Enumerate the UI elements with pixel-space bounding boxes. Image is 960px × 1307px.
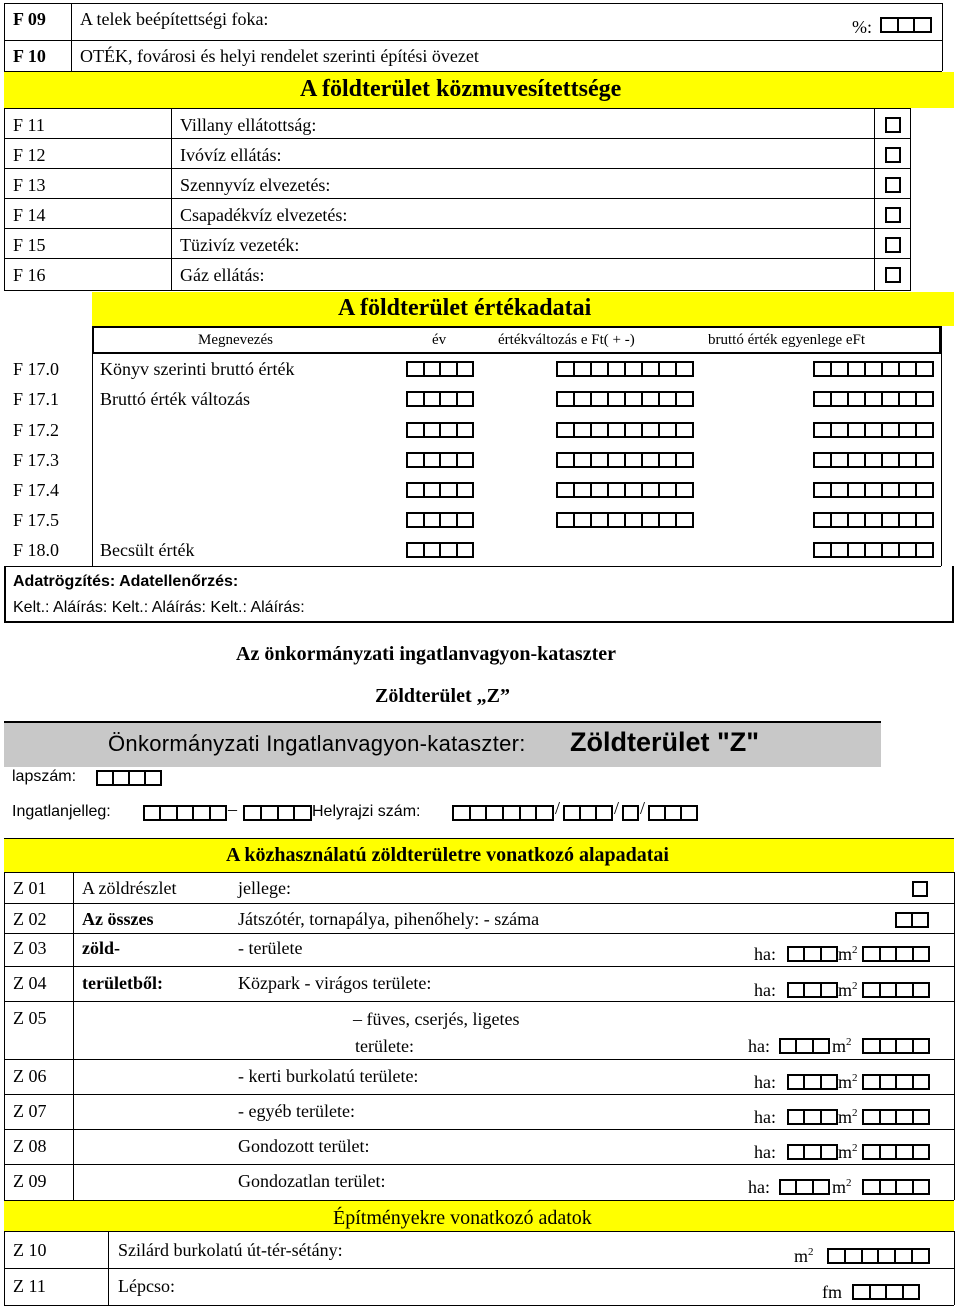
value-code: F 17.3 bbox=[13, 450, 60, 470]
balance-boxes[interactable] bbox=[813, 391, 934, 407]
row-label: A telek beépítettségi foka: bbox=[80, 9, 269, 29]
m2-boxes[interactable] bbox=[862, 1074, 930, 1090]
m2-boxes[interactable] bbox=[862, 1179, 930, 1195]
ha-label: ha: bbox=[754, 1142, 776, 1162]
green-code: Z 01 bbox=[13, 878, 47, 898]
header-balance: bruttó érték egyenlege eFt bbox=[708, 332, 866, 348]
value-code: F 17.1 bbox=[13, 389, 60, 409]
ha-boxes[interactable] bbox=[787, 982, 838, 998]
m2-unit: m bbox=[838, 980, 853, 1000]
m2-exponent: 2 bbox=[846, 1036, 852, 1048]
percent-label: %: bbox=[852, 17, 872, 37]
year-boxes[interactable] bbox=[406, 512, 474, 528]
m2-label bbox=[832, 1178, 852, 1196]
year-boxes[interactable] bbox=[406, 391, 474, 407]
year-boxes[interactable] bbox=[406, 452, 474, 468]
change-boxes[interactable] bbox=[556, 361, 694, 377]
header-name: Megnevezés bbox=[198, 332, 273, 348]
m2-boxes[interactable] bbox=[862, 946, 930, 962]
utility-label: Gáz ellátás: bbox=[180, 265, 265, 285]
utility-label: Ivóvíz ellátás: bbox=[180, 145, 282, 165]
m2-label bbox=[838, 981, 858, 999]
green-col-b: Játszótér, tornapálya, pihenőhely: - száma bbox=[238, 909, 540, 929]
m2-exponent: 2 bbox=[808, 1246, 814, 1258]
hrsz-boxes-3[interactable] bbox=[622, 805, 639, 821]
ha-label: ha: bbox=[754, 1107, 776, 1127]
green-code: Z 09 bbox=[13, 1171, 47, 1191]
utility-code: F 12 bbox=[13, 145, 46, 165]
header-change: értékváltozás e Ft( + -) bbox=[498, 332, 635, 348]
m2-boxes[interactable] bbox=[862, 1144, 930, 1160]
utility-label: Csapadékvíz elvezetés: bbox=[180, 205, 348, 225]
value-code: F 17.0 bbox=[13, 359, 60, 379]
utility-code: F 13 bbox=[13, 175, 46, 195]
building-label: Szilárd burkolatú út-tér-sétány: bbox=[118, 1240, 343, 1260]
green-col-a: területből: bbox=[82, 973, 163, 993]
value-code: F 17.4 bbox=[13, 480, 60, 500]
ha-boxes[interactable] bbox=[787, 1144, 838, 1160]
green-title: A közhasználatú zöldterületre vonatkozó alapadatai bbox=[226, 844, 669, 866]
value-code: F 17.2 bbox=[13, 420, 60, 440]
green-col-a: Az összes bbox=[82, 909, 154, 929]
change-boxes[interactable] bbox=[556, 512, 694, 528]
balance-boxes[interactable] bbox=[813, 482, 934, 498]
signature-roles: Adatrögzítés: Adatellenőrzés: bbox=[13, 573, 239, 590]
m2-unit: m bbox=[838, 1072, 853, 1092]
row-label: OTÉK, fovárosi és helyi rendelet szerinti építési övezet bbox=[80, 46, 479, 66]
green-col-b: jellege: bbox=[238, 878, 291, 898]
ha-boxes[interactable] bbox=[779, 1179, 830, 1195]
m2-unit: m bbox=[838, 944, 853, 964]
page-subtitle: Zöldterület „Z” bbox=[375, 685, 510, 707]
value-label: Bruttó érték változás bbox=[100, 389, 250, 409]
green-code: Z 06 bbox=[13, 1066, 47, 1086]
m2-label bbox=[794, 1247, 814, 1265]
banner-main: Zöldterület "Z" bbox=[570, 727, 760, 757]
ha-label: ha: bbox=[748, 1036, 770, 1056]
value-label: Könyv szerinti bruttó érték bbox=[100, 359, 295, 379]
utility-code: F 16 bbox=[13, 265, 46, 285]
balance-boxes[interactable] bbox=[813, 452, 934, 468]
utility-code: F 14 bbox=[13, 205, 46, 225]
m2-unit: m bbox=[832, 1177, 847, 1197]
green-col-b: - területe bbox=[238, 938, 303, 958]
ha-label: ha: bbox=[754, 944, 776, 964]
green-col-b: Gondozatlan terület: bbox=[238, 1171, 386, 1191]
green-code: Z 07 bbox=[13, 1101, 47, 1121]
fm-label: fm bbox=[822, 1282, 842, 1302]
green-code: Z 08 bbox=[13, 1136, 47, 1156]
utility-checkbox[interactable] bbox=[885, 237, 901, 253]
m2-boxes[interactable] bbox=[862, 1038, 930, 1054]
lapszam-label: lapszám: bbox=[12, 768, 77, 785]
ha-boxes[interactable] bbox=[787, 946, 838, 962]
utilities-title: A földterület közmuvesítettsége bbox=[300, 76, 622, 102]
ha-boxes[interactable] bbox=[787, 1109, 838, 1125]
m2-label bbox=[838, 1108, 858, 1126]
green-code: Z 03 bbox=[13, 938, 47, 958]
green-col-a: zöld- bbox=[82, 938, 120, 958]
hrsz-slash: / bbox=[614, 798, 620, 818]
hrsz-slash: / bbox=[640, 798, 646, 818]
utility-checkbox[interactable] bbox=[885, 267, 901, 283]
hrsz-slash: / bbox=[555, 798, 561, 818]
green-col-b: területe: bbox=[355, 1036, 414, 1056]
utility-checkbox[interactable] bbox=[885, 117, 901, 133]
ha-label: ha: bbox=[754, 1072, 776, 1092]
change-boxes[interactable] bbox=[556, 422, 694, 438]
m2-exponent: 2 bbox=[852, 1072, 858, 1084]
buildings-title: Építményekre vonatkozó adatok bbox=[333, 1207, 592, 1229]
m2-unit: m bbox=[794, 1246, 809, 1266]
balance-boxes[interactable] bbox=[813, 542, 934, 558]
change-boxes[interactable] bbox=[556, 482, 694, 498]
header-year: év bbox=[432, 332, 447, 348]
m2-exponent: 2 bbox=[852, 1107, 858, 1119]
ingatlanjelleg-dash: – bbox=[228, 799, 237, 819]
m2-boxes[interactable] bbox=[862, 1109, 930, 1125]
green-col-b: – füves, cserjés, ligetes bbox=[353, 1009, 520, 1029]
lapszam-boxes[interactable] bbox=[96, 770, 162, 786]
utility-code: F 11 bbox=[13, 115, 45, 135]
ha-boxes[interactable] bbox=[787, 1074, 838, 1090]
balance-boxes[interactable] bbox=[813, 422, 934, 438]
signature-fields: Kelt.: Aláírás: Kelt.: Aláírás: Kelt.: Aláírás: bbox=[13, 599, 305, 616]
m2-unit: m bbox=[832, 1036, 847, 1056]
utility-checkbox[interactable] bbox=[885, 177, 901, 193]
change-boxes[interactable] bbox=[556, 452, 694, 468]
m2-label bbox=[838, 1073, 858, 1091]
balance-boxes[interactable] bbox=[813, 361, 934, 377]
fm-boxes[interactable] bbox=[852, 1284, 920, 1300]
utility-code: F 15 bbox=[13, 235, 46, 255]
value-label: Becsült érték bbox=[100, 540, 195, 560]
ingatlanjelleg-label: Ingatlanjelleg: bbox=[12, 803, 111, 820]
green-col-b: - kerti burkolatú területe: bbox=[238, 1066, 419, 1086]
utility-checkbox[interactable] bbox=[885, 147, 901, 163]
m2-label bbox=[838, 945, 858, 963]
utility-label: Villany ellátottság: bbox=[180, 115, 317, 135]
percent-input-boxes[interactable] bbox=[880, 17, 932, 33]
hrsz-boxes-4[interactable] bbox=[648, 805, 698, 821]
year-boxes[interactable] bbox=[406, 422, 474, 438]
change-boxes[interactable] bbox=[556, 391, 694, 407]
m2-label bbox=[832, 1037, 852, 1055]
row-code: F 09 bbox=[13, 9, 46, 29]
value-code: F 18.0 bbox=[13, 540, 60, 560]
green-col-b: Gondozott terület: bbox=[238, 1136, 370, 1156]
balance-boxes[interactable] bbox=[813, 512, 934, 528]
m2-boxes[interactable] bbox=[862, 982, 930, 998]
ingatlanjelleg-boxes-2[interactable] bbox=[243, 805, 312, 821]
green-col-b: - egyéb területe: bbox=[238, 1101, 355, 1121]
row-code: F 10 bbox=[13, 46, 46, 66]
m2-exponent: 2 bbox=[852, 980, 858, 992]
green-col-b: Közpark - virágos területe: bbox=[238, 973, 432, 993]
ha-label: ha: bbox=[754, 980, 776, 1000]
banner-prefix: Önkormányzati Ingatlanvagyon-kataszter: bbox=[108, 731, 526, 756]
value-code: F 17.5 bbox=[13, 510, 60, 530]
m2-unit: m bbox=[838, 1142, 853, 1162]
m2-boxes[interactable] bbox=[827, 1248, 930, 1264]
utility-label: Tüzivíz vezeték: bbox=[180, 235, 300, 255]
ingatlanjelleg-boxes-1[interactable] bbox=[143, 805, 227, 821]
ha-label: ha: bbox=[748, 1177, 770, 1197]
green-code: Z 05 bbox=[13, 1008, 47, 1028]
helyrajzi-label: Helyrajzi szám: bbox=[312, 803, 421, 820]
year-boxes[interactable] bbox=[406, 482, 474, 498]
utility-checkbox[interactable] bbox=[885, 207, 901, 223]
page-title: Az önkormányzati ingatlanvagyon-kataszter bbox=[236, 643, 616, 665]
building-code: Z 10 bbox=[13, 1240, 47, 1260]
green-code: Z 02 bbox=[13, 909, 47, 929]
building-code: Z 11 bbox=[13, 1276, 46, 1296]
year-boxes[interactable] bbox=[406, 361, 474, 377]
hrsz-boxes-1[interactable] bbox=[452, 805, 554, 821]
values-title: A földterület értékadatai bbox=[338, 295, 592, 321]
m2-label bbox=[838, 1143, 858, 1161]
hrsz-boxes-2[interactable] bbox=[563, 805, 613, 821]
utility-label: Szennyvíz elvezetés: bbox=[180, 175, 331, 195]
m2-exponent: 2 bbox=[852, 1142, 858, 1154]
count-boxes[interactable] bbox=[895, 912, 929, 928]
green-code: Z 04 bbox=[13, 973, 47, 993]
m2-exponent: 2 bbox=[846, 1177, 852, 1189]
m2-unit: m bbox=[838, 1107, 853, 1127]
green-col-a: A zöldrészlet bbox=[82, 878, 177, 898]
character-checkbox[interactable] bbox=[912, 881, 928, 897]
building-label: Lépcso: bbox=[118, 1276, 175, 1296]
year-boxes[interactable] bbox=[406, 542, 474, 558]
m2-exponent: 2 bbox=[852, 944, 858, 956]
ha-boxes[interactable] bbox=[779, 1038, 830, 1054]
